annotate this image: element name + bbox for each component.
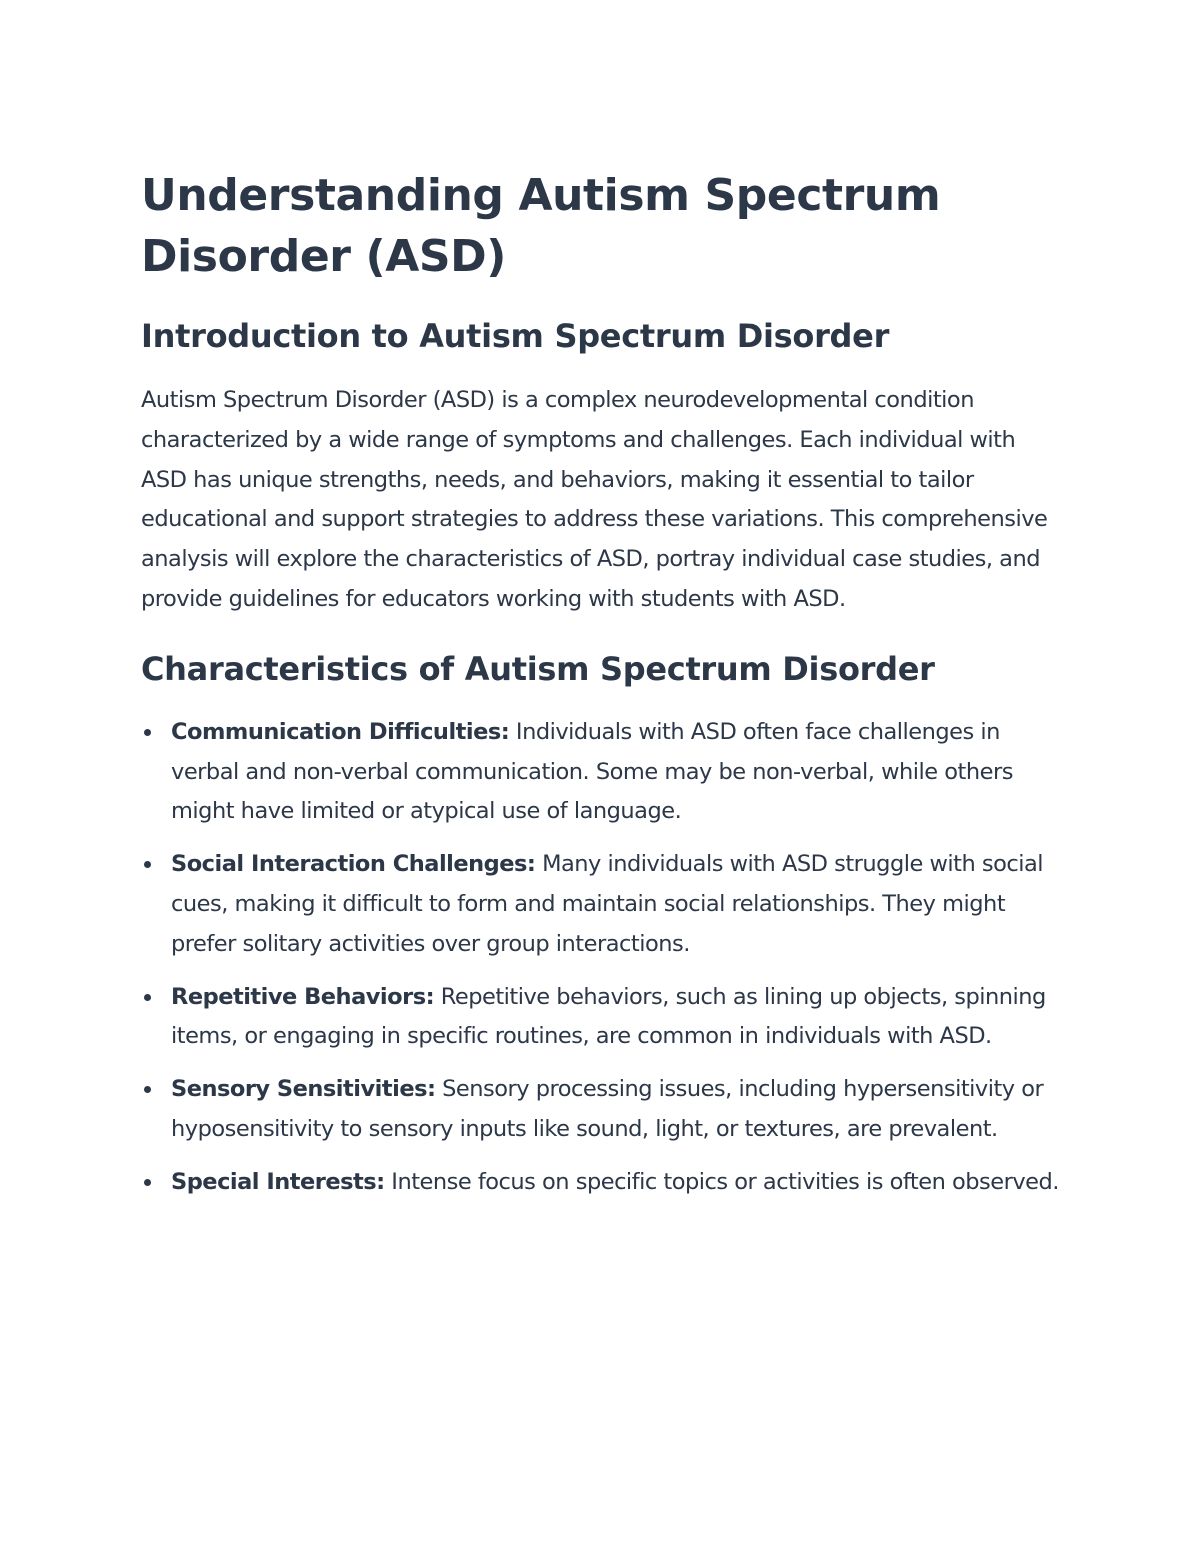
item-description: Sensory processing issues, including hypersensitivity or hyposensitivity to sensory inputs like sound, light, or textures, are prevalent. [171, 1076, 1044, 1142]
item-term: Social Interaction Challenges [171, 851, 527, 878]
bullet-icon [144, 1086, 151, 1093]
term-colon: : [425, 983, 435, 1010]
item-term: Repetitive Behaviors [171, 983, 426, 1010]
characteristics-heading: Characteristics of Autism Spectrum Disorder [141, 649, 935, 688]
item-description: Many individuals with ASD struggle with social cues, making it difficult to form and maintain social relationships. They might prefer solitary activities over group interactions. [171, 851, 1044, 957]
list-item [141, 845, 1066, 964]
item-term: Sensory Sensitivities [171, 1076, 427, 1103]
characteristics-list [141, 713, 1066, 1203]
item-term: Special Interests [171, 1168, 377, 1195]
document-title: Understanding Autism Spectrum Disorder (ASD) [141, 170, 941, 282]
list-item [141, 713, 1066, 832]
bullet-icon [144, 861, 151, 868]
term-colon: : [376, 1168, 385, 1195]
term-colon: : [426, 1076, 436, 1103]
intro-paragraph: Autism Spectrum Disorder (ASD) is a complex neurodevelopmental condition characterized by a wide range of symptoms and challenges. Each individual with ASD has unique strengths, needs, and behaviors, making it essential to tailor educational and support strategies to address these variations. This comprehensive analysis will explore the characteristics of ASD, portray individual case studies, and provide guidelines for educators working with students with ASD. [141, 387, 1048, 612]
bullet-icon [144, 994, 151, 1001]
list-item [141, 978, 1066, 1058]
document-page [141, 165, 1066, 1216]
item-description: Individuals with ASD often face challenges in verbal and non-verbal communication. Some may be non-verbal, while others might have limited or atypical use of language. [171, 718, 1013, 825]
item-description: Intense focus on specific topics or activities is often observed. [384, 1168, 1059, 1195]
bullet-icon [144, 1179, 151, 1186]
list-item [141, 1070, 1066, 1150]
list-item [141, 1163, 1066, 1203]
term-colon: : [526, 851, 536, 878]
intro-heading: Introduction to Autism Spectrum Disorder [141, 317, 890, 355]
item-description: Repetitive behaviors, such as lining up objects, spinning items, or engaging in specific routines, are common in individuals with ASD. [171, 983, 1046, 1050]
bullet-icon [144, 729, 151, 736]
term-colon: : [500, 718, 510, 745]
item-term: Communication Difficulties [171, 718, 501, 745]
